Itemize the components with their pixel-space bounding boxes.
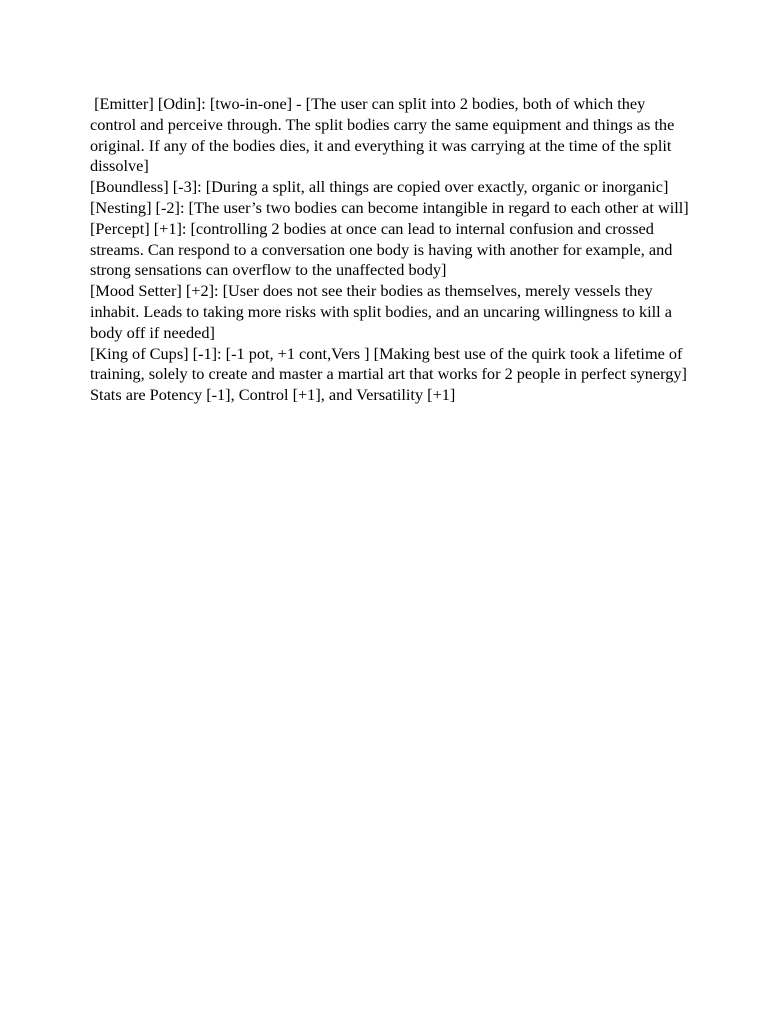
document-body xyxy=(90,94,690,406)
paragraph-king-of-cups: [King of Cups] [-1]: [-1 pot, +1 cont,Vers ] [Making best use of the quirk took a lifetime of training, solely to create and master a martial art that works for 2 people in perfect synergy] xyxy=(90,343,687,384)
paragraph-emitter: [Emitter] [Odin]: [two-in-one] - [The user can split into 2 bodies, both of which they control and perceive through. The split bodies carry the same equipment and things as the original. If any of the bodies dies, it and everything it was carrying at the time of the split dissolve] xyxy=(90,94,679,176)
paragraph-mood-setter: [Mood Setter] [+2]: [User does not see their bodies as themselves, merely vessels they inhabit. Leads to taking more risks with split bodies, and an uncaring willingness to kill a body off if needed] xyxy=(90,281,677,342)
paragraph-nesting: [Nesting] [-2]: [The user’s two bodies can become intangible in regard to each other at will] xyxy=(90,197,689,217)
paragraph-stats: Stats are Potency [-1], Control [+1], and Versatility [+1] xyxy=(90,385,456,405)
paragraph-percept: [Percept] [+1]: [controlling 2 bodies at once can lead to internal confusion and crossed streams. Can respond to a conversation one body is having with another for example, and strong sensations can overflow to the unaffected body] xyxy=(90,218,677,280)
paragraph-boundless: [Boundless] [-3]: [During a split, all things are copied over exactly, organic or inorganic] xyxy=(90,177,669,197)
